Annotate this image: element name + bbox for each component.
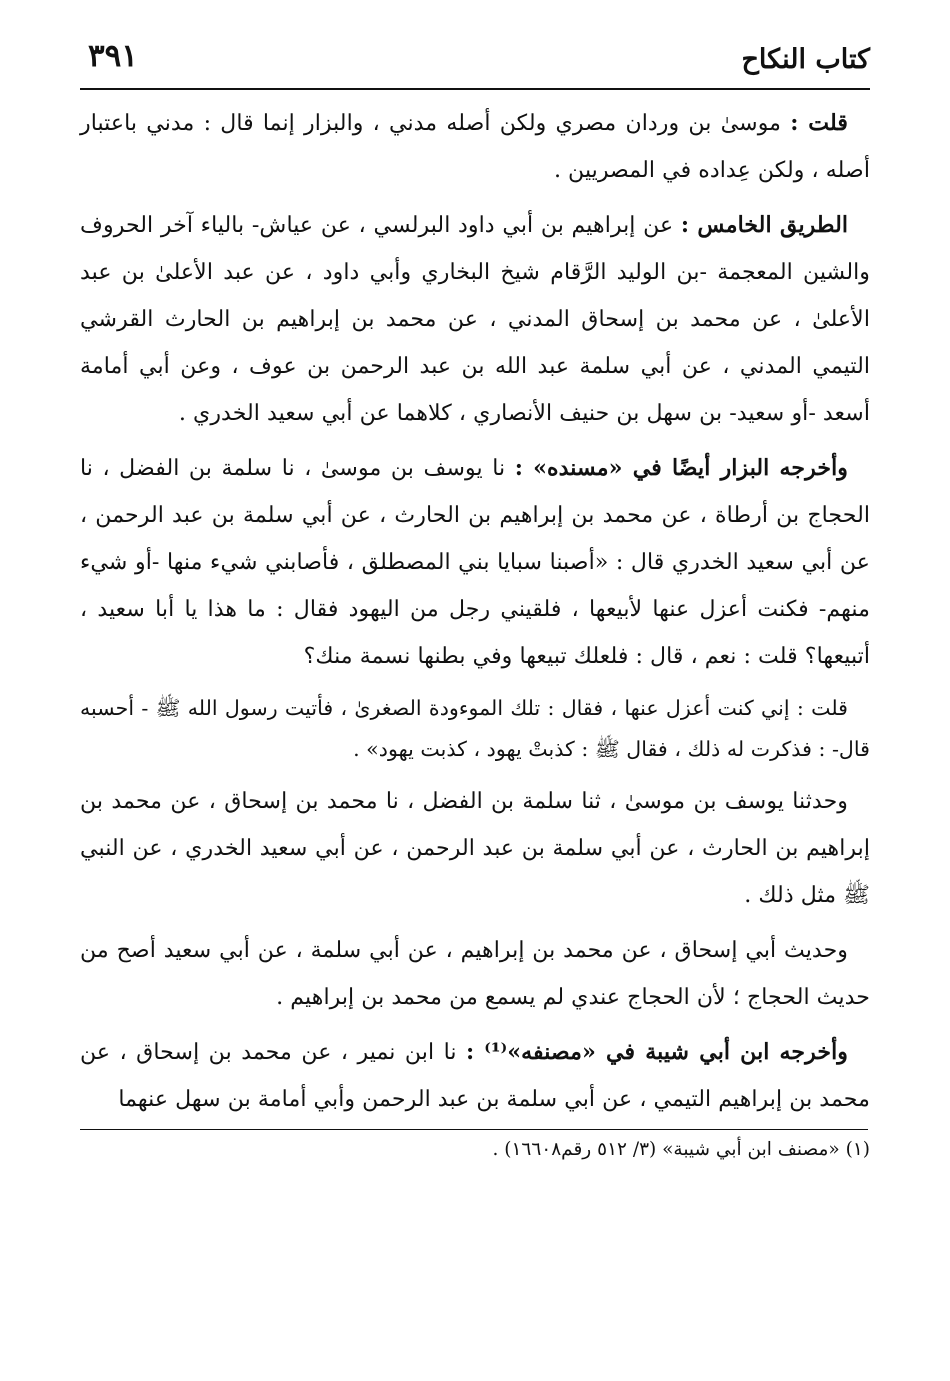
- footnote: (١) «مصنف ابن أبي شيبة» (٣/ ٥١٢ رقم١٦٦٠٨) .: [492, 1139, 870, 1160]
- main-text: [80, 100, 870, 1123]
- page-number: ٣٩١: [88, 38, 138, 74]
- paragraph: [80, 688, 870, 770]
- book-page: [80, 30, 870, 1165]
- running-header: [80, 30, 870, 90]
- paragraph: [80, 1029, 870, 1123]
- chapter-title: كتاب النكاح: [741, 44, 870, 75]
- paragraph: [80, 100, 870, 194]
- paragraph-text: نا يوسف بن موسىٰ ، نا سلمة بن الفضل ، نا الحجاج بن أرطاة ، عن محمد بن إبراهيم بن الحارث ، عن أبي سلمة بن عبد الرحمن ، عن أبي سعيد الخدري قال : «أصبنا سبايا بني المصطلق ، فأصابني شيء منها -أو شيء منهم- فكنت أعزل عنها لأبيعها ، فلقيني رجل من اليهود فقال : ما هذا يا أبا سعيد ، أتبيعها؟ قلت : نعم ، قال : فلعلك تبيعها وفي بطنها نسمة منك؟: [80, 455, 870, 669]
- paragraph-text: وحدثنا يوسف بن موسىٰ ، ثنا سلمة بن الفضل ، نا محمد بن إسحاق ، عن محمد بن إبراهيم بن الحارث ، عن أبي سلمة بن عبد الرحمن ، عن أبي سعيد الخدري ، عن النبي ﷺ مثل ذلك .: [80, 788, 870, 908]
- paragraph-text: وحديث أبي إسحاق ، عن محمد بن إبراهيم ، عن أبي سلمة ، عن أبي سعيد أصح من حديث الحجاج ؛ لأن الحجاج عندي لم يسمع من محمد بن إبراهيم .: [80, 937, 870, 1010]
- paragraph-lead: وأخرجه ابن أبي شيبة في «مصنفه»⁽¹⁾ :: [465, 1039, 848, 1065]
- paragraph-text: عن إبراهيم بن أبي داود البرلسي ، عن عياش- بالياء آخر الحروف والشين المعجمة -بن الوليد الرَّقام شيخ البخاري وأبي داود ، عن عبد الأعلىٰ بن عبد الأعلىٰ ، عن محمد بن إسحاق المدني ، عن محمد بن إبراهيم بن الحارث القرشي التيمي المدني ، عن أبي سلمة عبد الله بن عبد الرحمن بن عوف ، وعن أبي أمامة أسعد -أو سعيد- بن سهل بن حنيف الأنصاري ، كلاهما عن أبي سعيد الخدري .: [80, 212, 870, 426]
- paragraph: [80, 202, 870, 437]
- footnote-separator: [80, 1129, 868, 1130]
- paragraph: [80, 927, 870, 1021]
- footnote-area: [80, 1129, 870, 1165]
- paragraph-text: قلت : إني كنت أعزل عنها ، فقال : تلك الموءودة الصغرىٰ ، فأتيت رسول الله ﷺ - أحسبه قال- : فذكرت له ذلك ، فقال ﷺ : كذبتْ يهود ، كذبت يهود» .: [80, 696, 870, 761]
- paragraph-text: نا ابن نمير ، عن محمد بن إسحاق ، عن محمد بن إبراهيم التيمي ، عن أبي سلمة بن عبد الرحمن وأبي أمامة بن سهل عنهما: [80, 1039, 870, 1112]
- paragraph-lead: قلت :: [790, 110, 849, 136]
- paragraph-text: موسىٰ بن وردان مصري ولكن أصله مدني ، والبزار إنما قال : مدني باعتبار أصله ، ولكن عِداده في المصريين .: [80, 110, 870, 183]
- paragraph-lead: الطريق الخامس :: [680, 212, 848, 238]
- paragraph-lead: وأخرجه البزار أيضًا في «مسنده» :: [514, 455, 848, 481]
- paragraph: [80, 445, 870, 680]
- paragraph: [80, 778, 870, 919]
